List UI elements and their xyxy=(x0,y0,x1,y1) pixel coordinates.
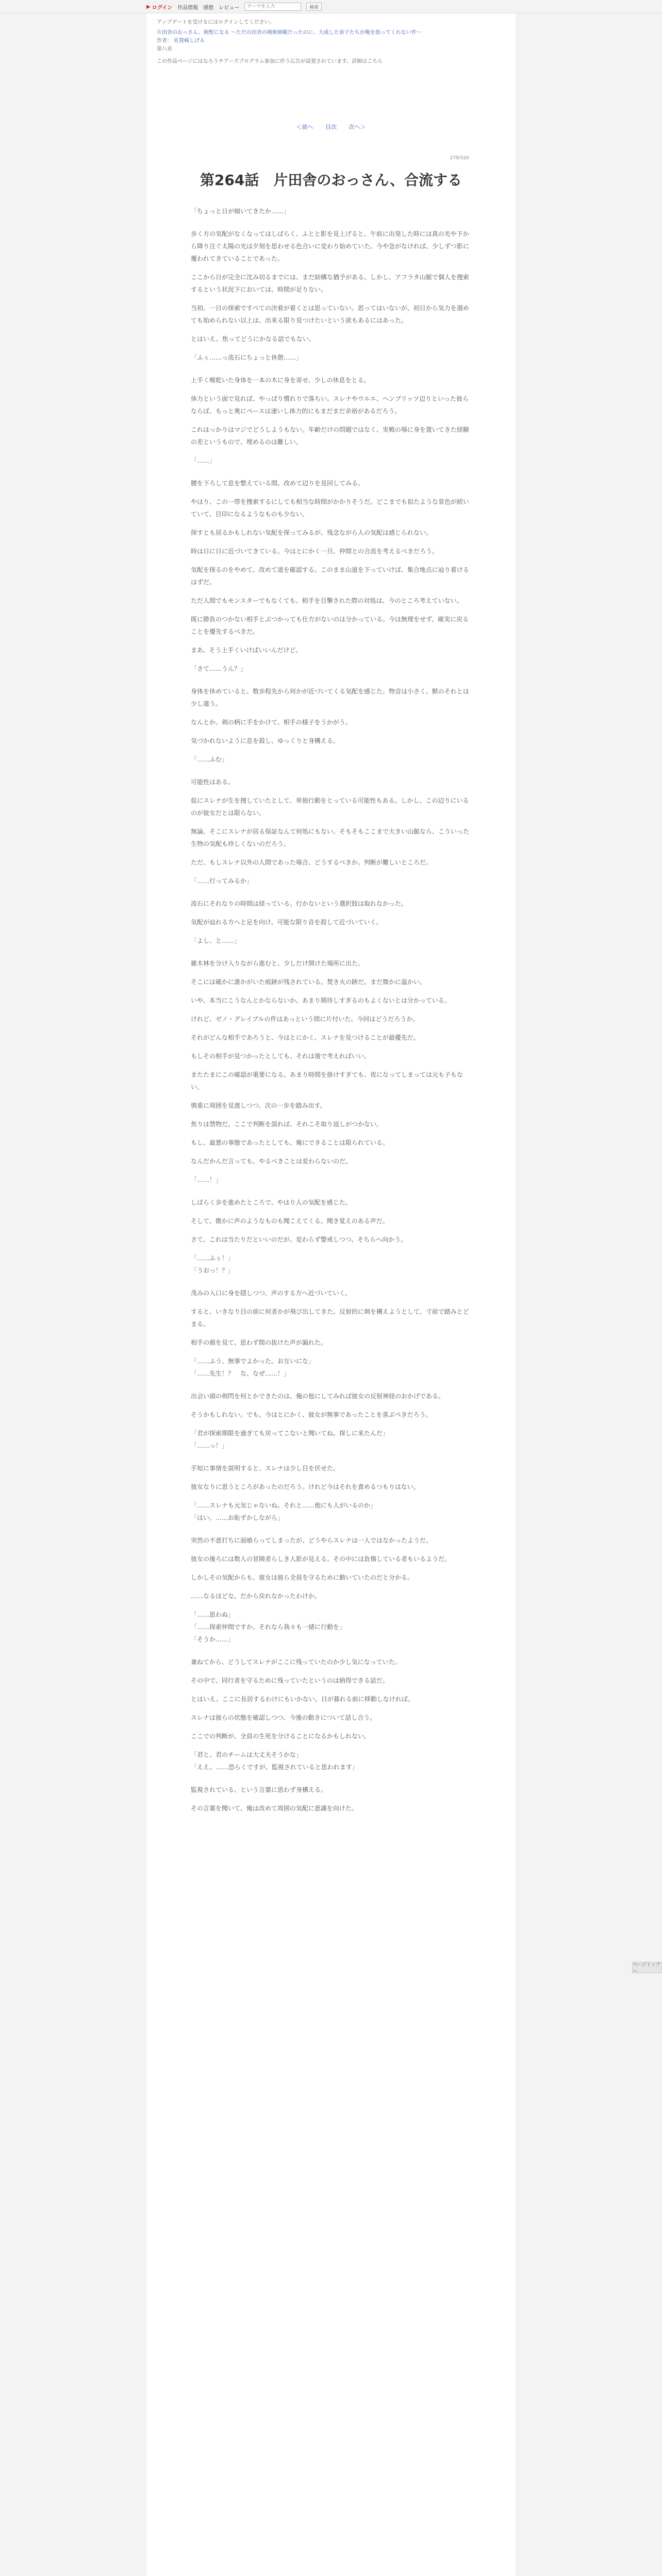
narration-paragraph: 突然の不意打ちに面喰らってしまったが、どうやらスレナは一人ではなかったようだ。 xyxy=(191,1537,433,1544)
author-label: 作者： xyxy=(157,38,172,44)
narration-paragraph: ここでの判断が、全員の生死を分けることになるかもしれない。 xyxy=(191,1733,371,1740)
narration-paragraph: 監視されている、という言葉に思わず身構える。 xyxy=(191,1786,327,1793)
narration-paragraph: 慎重に周囲を見渡しつつ、次の一歩を踏み出す。 xyxy=(191,1102,326,1109)
narration-paragraph: ……なるほどな。だから戻れなかったわけか。 xyxy=(191,1592,321,1600)
narration-paragraph: 可能性はある。 xyxy=(191,778,235,786)
narration-paragraph: その言葉を聞いて、俺は改めて周囲の気配に意識を向けた。 xyxy=(191,1805,358,1812)
narration-paragraph: 上手く喉乾いた身体を一本の木に身を寄せ、少しの休息をとる。 xyxy=(191,377,370,384)
dialog-paragraph: 「……」 xyxy=(191,457,216,464)
login-icon: ▶ xyxy=(146,4,151,10)
dialog-paragraph: 「ちょっと日が傾いてきたか……」 xyxy=(191,208,290,215)
narration-paragraph: これはっかりはマジでどうしようもない。年齢だけの問題ではなく、実戦の場に身を置いてきた経験の差というもので、埋めるのは難しい。 xyxy=(191,426,469,446)
search-input[interactable] xyxy=(244,3,301,11)
narration-paragraph: 気配が辿れる方へと足を向け、可能な限り音を殺して近づいていく。 xyxy=(191,919,383,926)
narration-paragraph: とはいえ、焦ってどうにかなる話でもない。 xyxy=(191,335,315,343)
search-button[interactable]: 検索 xyxy=(306,3,322,11)
narration-paragraph: スレナは彼らの状態を確認しつつ、今後の動きについて話し合う。 xyxy=(191,1714,376,1721)
narration-paragraph: 歩く方の気配がなくなってはしばらく、ふとと影を見上げると、午前に出発した時には真の光や下から降り注ぐ太陽の光は夕刻を思わせる色合いに変わり始めていた。今や急がなければ、少しずつ影に覆われてきていることであった。 xyxy=(191,230,470,262)
narration-paragraph: なんだかんだ言っても、やるべきことは変わらないのだ。 xyxy=(191,1158,352,1165)
narration-paragraph: すると、いきなり目の前に何者かが飛び出してきた。反射的に剣を構えようとして、寸前で踏みとどまる。 xyxy=(191,1308,469,1328)
narration-paragraph: その中で、同行者を守るために残っていたというのは納得できる話だ。 xyxy=(191,1677,389,1684)
narration-paragraph: ただ、もしスレナ以外の人間であった場合、どうするべきか。判断が難しいところだ。 xyxy=(191,859,432,866)
dialog-paragraph: 「君と、君のチームは大丈夫そうかな」 「ええ。……恐らくですが、監視されていると思われます」 xyxy=(191,1751,358,1771)
narration-paragraph: やはり、この一帯を捜索するにしても相当な時間がかかりそうだ。どこまでも似たような景色が続いていて、目印になるようなものも少ない。 xyxy=(191,498,470,518)
dialog-paragraph: 「……！」 xyxy=(191,1176,222,1183)
narration-paragraph: 気配を探るのをやめて、改めて道を確認する。このまま山道を下っていけば、集合地点に辿り着けるはずだ。 xyxy=(191,566,469,586)
narration-paragraph: そうかもしれない。でも、今はとにかく、彼女が無事であったことを喜ぶべきだろう。 xyxy=(191,1411,432,1418)
narration-paragraph: しかしその気配からも、彼女は彼ら全員を守るために動いていたのだと分かる。 xyxy=(191,1574,414,1581)
ad-notice: この作品ページにはなろうチアーズプログラム参加に伴う広告が設置されています。詳細はこちら xyxy=(157,59,383,64)
narration-paragraph: もし、最悪の事態であったとしても、俺にできることは限られている。 xyxy=(191,1139,389,1146)
narration-paragraph: 身体を休めていると、数歩程先から何かが近づいてくる気配を感じた。物音は小さく、獣のそれとは少し違う。 xyxy=(191,688,469,707)
dialog-paragraph: 「さて……うん？」 xyxy=(191,665,247,672)
header-link-impressions[interactable]: 感想 xyxy=(203,5,214,11)
narration-paragraph: 雑木林を分け入りながら進むと、少しだけ開けた場所に出た。 xyxy=(191,960,365,967)
index-link[interactable]: 目次 xyxy=(325,124,337,130)
narration-paragraph: とはいえ、ここに長居するわけにもいかない。日が暮れる前に移動しなければ。 xyxy=(191,1696,414,1703)
narration-paragraph: 無論、そこにスレナが居る保証なんて何処にもない。そもそもここまで大きい山脈なら、こういった生物の気配も珍しくないのだろう。 xyxy=(191,828,470,848)
narration-paragraph: ここから日が完全に沈み切るまでには、まだ結構な猶予がある。しかし、アフラタ山脈で個人を捜索するという状況下においては、時間が足りない。 xyxy=(191,274,469,293)
narration-paragraph: 既に勝負のつかない相手とぶつかっても仕方がないのは分かっている。今は無理をせず、確実に戻ることを優先するべきだ。 xyxy=(191,616,469,635)
narration-paragraph: そして、微かに声のようなものも聞こえてくる。聞き覚えのある声だ。 xyxy=(191,1217,389,1225)
header-link-info[interactable]: 作品情報 xyxy=(177,5,198,11)
narration-paragraph: もしその相手が見つかったとしても、それは後で考えればいい。 xyxy=(191,1053,371,1060)
dialog-paragraph: 「よし、と……」 xyxy=(191,937,241,944)
narration-paragraph: なんとか、剣の柄に手をかけて、相手の様子をうかがう。 xyxy=(191,719,352,726)
narration-paragraph: さて、これは当たりだといいのだが。変わらず警戒しつつ、そちらへ向かう。 xyxy=(191,1236,407,1243)
novel-page xyxy=(146,13,516,2576)
site-header xyxy=(0,0,662,13)
narration-paragraph: 彼女なりに思うところがあったのだろう。けれど今はそれを責めるつもりはない。 xyxy=(191,1483,420,1490)
chapter-nav xyxy=(146,123,516,131)
login-link[interactable] xyxy=(146,3,172,11)
header-bar xyxy=(146,0,516,13)
narration-paragraph: 仮にスレナが生を捜していたとして、単独行動をとっている可能性もある。しかし、この辺りにいるのが彼女だとは限らない。 xyxy=(191,797,469,817)
breadcrumb: 第八章 xyxy=(157,46,172,52)
narration-paragraph: 焦りは禁物だ。ここで判断を誤れば、それこそ取り返しがつかない。 xyxy=(191,1121,383,1128)
narration-paragraph: けれど、ゼノ・グレイブルの件はあっという間に片付いた。今回はどうだろうか。 xyxy=(191,1015,419,1023)
narration-paragraph: 体力という面で見れば、やっぱり慣れりで落ちい。スレナやウルエ、ヘンブリッツ辺りといった彼らならば、もっと奥にペースは速いし体力的にもまだまだ余裕があるだろう。 xyxy=(191,395,469,415)
narration-paragraph: しばらく歩を進めたところで、やはり人の気配を感じた。 xyxy=(191,1199,352,1206)
narration-paragraph: それがどんな相手であろうと、今はとにかく、スレナを見つけることが最優先だ。 xyxy=(191,1034,420,1041)
episode-number: 279/520 xyxy=(450,156,469,161)
narration-paragraph: まあ、そう上手くいけばいいんだけど。 xyxy=(191,647,302,654)
dialog-paragraph: 「……行ってみるか」 xyxy=(191,877,253,885)
dialog-paragraph: 「……ふぅ！」 「うおっ！？」 xyxy=(191,1255,235,1274)
chapter-title: 第264話 片田舎のおっさん、合流する xyxy=(200,172,462,189)
page-top-button[interactable]: ページトップへ xyxy=(632,1962,662,1973)
narration-paragraph: ただ人間でもモンスターでもなくても、相手を目撃された際の対処は、今のところ考えていない。 xyxy=(191,597,463,604)
next-link[interactable]: 次へ＞ xyxy=(349,124,366,130)
narration-paragraph: 出会い頭の剣閃を何とかできたのは、俺の他にしてみれば彼女の反射神経のおかげである。 xyxy=(191,1393,445,1400)
narration-paragraph: 探すとも居るかもしれない気配を探ってみるが、残念ながら人の気配は感じられない。 xyxy=(191,529,433,536)
narration-paragraph: 流石にそれなりの時間は経っている。行かないという選択肢は取れなかった。 xyxy=(191,900,408,907)
narration-paragraph: 手短に事情を説明すると、スレナは少し目を伏せた。 xyxy=(191,1465,340,1472)
login-label: ログイン xyxy=(152,5,173,11)
narration-paragraph: 腰を下ろして息を整えている間、改めて辺りを見回してみる。 xyxy=(191,480,365,487)
narration-paragraph: 茂みの入口に身を隠しつつ、声のする方へ近づいていく。 xyxy=(191,1290,352,1297)
narration-paragraph: 当初、一日の探索ですべての決着が着くとは思っていない。思ってはいないが、初日から気力を溜めても始められない以上は、出来る限り見つけたいという欲もあるにはあった。 xyxy=(191,304,469,324)
dialog-paragraph: 「……スレナも元気じゃないね。それと……他にも人がいるのか」 「はい。……お恥ずかしながら」 xyxy=(191,1502,377,1521)
login-notice: アップデートを受けるにはログインしてください。 xyxy=(157,20,275,25)
header-link-review[interactable]: レビュー xyxy=(219,5,240,11)
series-title-link[interactable]: 片田舎のおっさん、剣聖になる ～ただの田舎の剣術師範だったのに、大成した弟子たちが俺を放ってくれない件～ xyxy=(157,30,422,36)
dialog-paragraph: 「君が探索期限を過ぎても戻ってこないと聞いてね。探しに来たんだ」 「……っ！」 xyxy=(191,1430,389,1449)
narration-paragraph: 時は日に日に近づいてきている。今はとにかく一旦、仲間との合流を考えるべきだろう。 xyxy=(191,548,439,555)
narration-paragraph: いや、本当にこうなんとかならないか。あまり期待しすぎるのもよくないとは分かっている。 xyxy=(191,997,451,1004)
author-link[interactable]: 佐賀崎しげる xyxy=(174,38,205,44)
narration-paragraph: 相手の顔を見て、思わず間の抜けた声が漏れた。 xyxy=(191,1339,327,1346)
dialog-paragraph: 「……ふう、無事でよかった。お互いにな」 「……先生！？ な、なぜ……！」 xyxy=(191,1358,315,1377)
prev-link[interactable]: ＜前へ xyxy=(296,124,313,130)
dialog-paragraph: 「……ふむ」 xyxy=(191,756,228,763)
narration-paragraph: そこには確かに誰かがいた痕跡が残されている。焚き火の跡だ。まだ微かに温かい。 xyxy=(191,978,426,986)
narration-paragraph: 彼女の後ろには数人の冒険者らしき人影が見える。その中には負傷している者もいるようだ。 xyxy=(191,1555,451,1563)
chapter-body xyxy=(157,205,505,1821)
narration-paragraph: 気づかれないように息を殺し、ゆっくりと身構える。 xyxy=(191,737,339,744)
top-info xyxy=(157,19,505,66)
narration-paragraph: 兼ねてから、どうしてスレナがここに残っていたのか少し気になっていた。 xyxy=(191,1658,401,1666)
dialog-paragraph: 「ふぅ……っ流石にちょっと休憩……」 xyxy=(191,354,303,361)
narration-paragraph: またたまにこの確認が重要になる。あまり時間を掛けすぎても、夜になってしまっては元も子もない。 xyxy=(191,1071,464,1091)
dialog-paragraph: 「……思わぬ」 「……探索仲間ですか。それなら我々も一緒に行動を」 「そうか……」 xyxy=(191,1611,346,1643)
